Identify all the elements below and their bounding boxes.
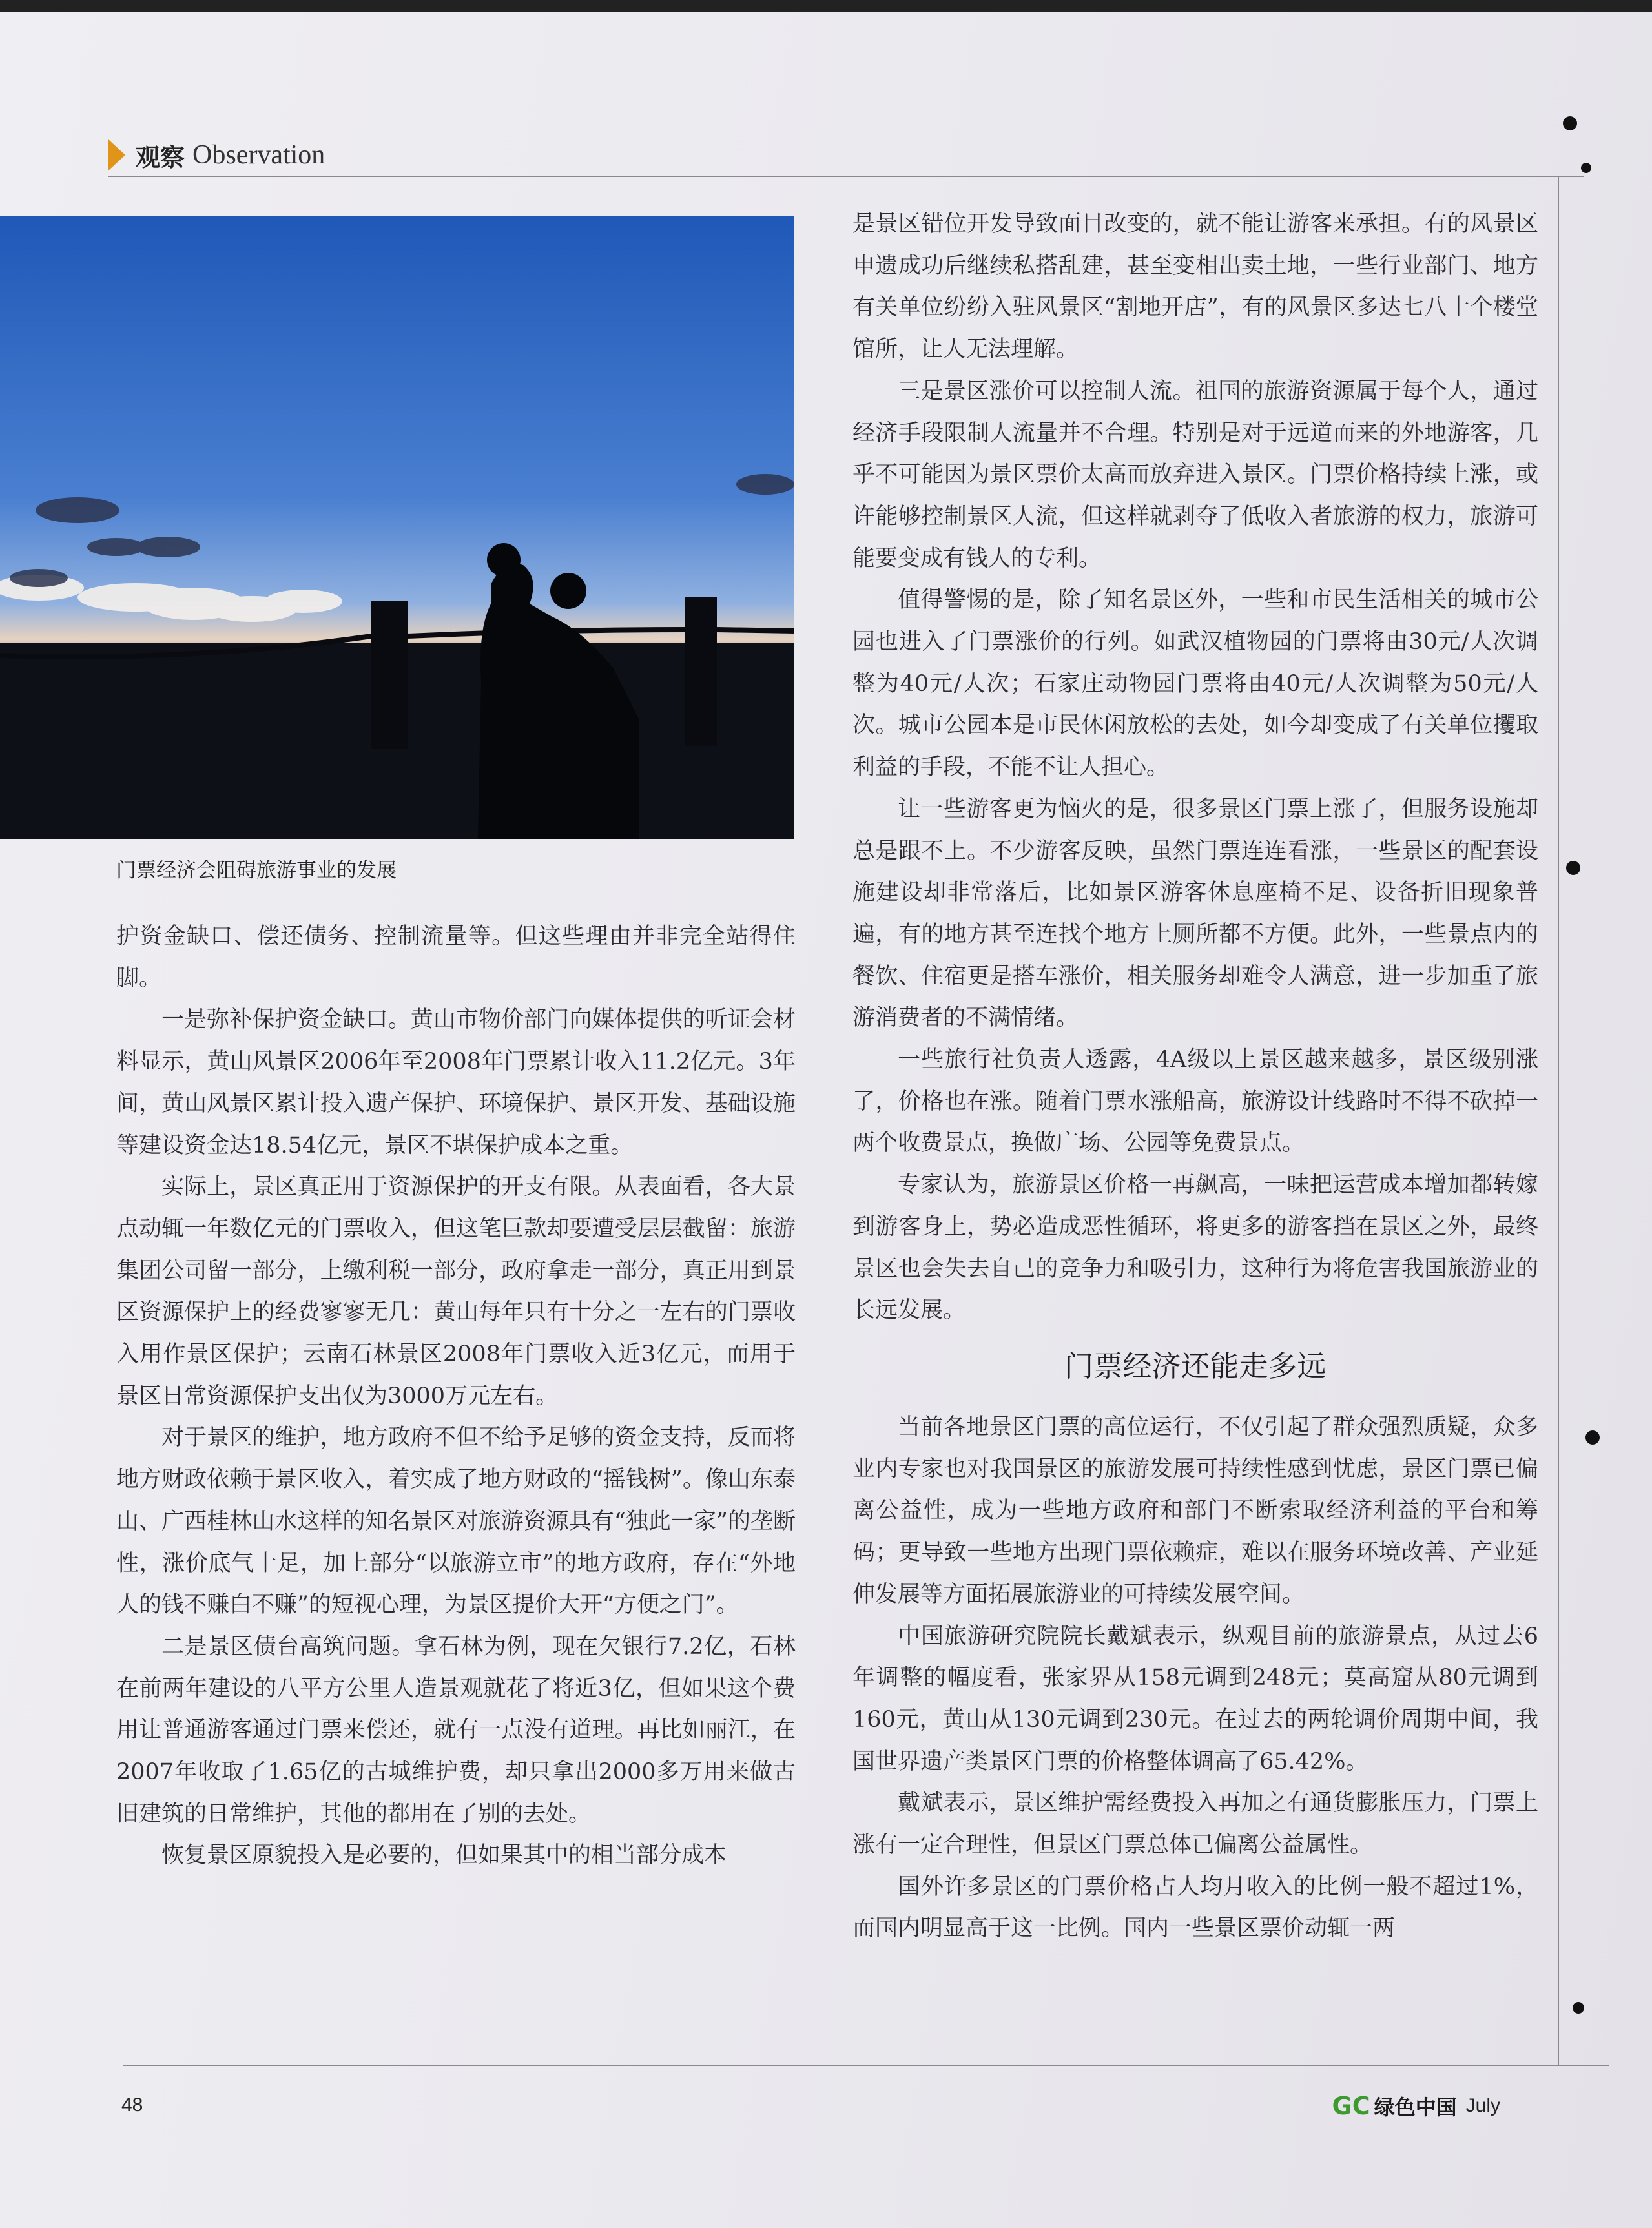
article-paragraph: 戴斌表示，景区维护需经费投入再加之有通货膨胀压力，门票上涨有一定合理性，但景区门票总体已偏离公益属性。 bbox=[852, 1790, 1538, 1859]
photo-caption: 门票经济会阻碍旅游事业的发展 bbox=[116, 859, 397, 882]
article-paragraph: 值得警惕的是，除了知名景区外，一些和市民生活相关的城市公园也进入了门票涨价的行列。如武汉植物园的门票将由30元/人次调整为40元/人次；石家庄动物园门票将由40元/人次调整为50元/人次。城市公园本是市民休闲放松的去处，如今却变成了有关单位攫取利益的手段，不能不让人担心。 bbox=[852, 587, 1538, 781]
article-photo bbox=[0, 216, 794, 839]
article-paragraph: 专家认为，旅游景区价格一再飙高，一味把运营成本增加都转嫁到游客身上，势必造成恶性循环，将更多的游客挡在景区之外，最终景区也会失去自己的竞争力和吸引力，这种行为将危害我国旅游业的长远发展。 bbox=[852, 1172, 1538, 1324]
binding-hole bbox=[1566, 861, 1580, 875]
article-column-right bbox=[852, 203, 1538, 1950]
right-margin-rule bbox=[1558, 176, 1559, 2065]
binding-hole bbox=[1585, 1430, 1600, 1445]
section-title-cn: 观察 bbox=[136, 143, 185, 172]
footer-rule bbox=[123, 2065, 1609, 2066]
section-title-en: Observation bbox=[192, 140, 325, 170]
article-paragraph: 对于景区的维护，地方政府不但不给予足够的资金支持，反而将地方财政依赖于景区收入，着实成了地方财政的“摇钱树”。像山东泰山、广西桂林山水这样的知名景区对旅游资源具有“独此一家”的垄断性，涨价底气十足，加上部分“以旅游立市”的地方政府，存在“外地人的钱不赚白不赚”的短视心理，为景区提价大开“方便之门”。 bbox=[116, 1425, 796, 1618]
article-paragraph: 一些旅行社负责人透露，4A级以上景区越来越多，景区级别涨了，价格也在涨。随着门票水涨船高，旅游设计线路时不得不砍掉一两个收费景点，换做广场、公园等免费景点。 bbox=[852, 1047, 1538, 1157]
right-column-bottom-paragraphs bbox=[852, 1407, 1538, 1950]
binding-hole bbox=[1581, 163, 1591, 173]
section-header bbox=[108, 136, 325, 174]
binding-hole bbox=[1573, 2002, 1584, 2014]
binding-hole bbox=[1563, 116, 1577, 130]
article-paragraph: 国外许多景区的门票价格占人均月收入的比例一般不超过1%，而国内明显高于这一比例。国内一些景区票价动辄一两 bbox=[852, 1873, 1538, 1942]
article-paragraph: 让一些游客更为恼火的是，很多景区门票上涨了，但服务设施却总是跟不上。不少游客反映，虽然门票连连看涨，一些景区的配套设施建设却非常落后，比如景区游客休息座椅不足、设备折旧现象普遍，有的地方甚至连找个地方上厕所都不方便。此外，一些景点内的餐饮、住宿更是搭车涨价，相关服务却难令人满意，进一步加重了旅游消费者的不满情绪。 bbox=[852, 796, 1538, 1031]
issue-month: July bbox=[1465, 2095, 1500, 2116]
magazine-name: 绿色中国 bbox=[1374, 2095, 1457, 2120]
magazine-logo-icon: GC bbox=[1332, 2092, 1370, 2120]
article-paragraph: 护资金缺口、偿还债务、控制流量等。但这些理由并非完全站得住脚。 bbox=[116, 923, 796, 991]
section-marker-icon bbox=[108, 139, 125, 170]
article-paragraph: 是景区错位开发导致面目改变的，就不能让游客来承担。有的风景区申遗成功后继续私搭乱建，甚至变相出卖土地，一些行业部门、地方有关单位纷纷入驻风景区“割地开店”，有的风景区多达七八十个楼堂馆所，让人无法理解。 bbox=[852, 211, 1538, 363]
article-paragraph: 二是景区债台高筑问题。拿石林为例，现在欠银行7.2亿，石林在前两年建设的八平方公里人造景观就花了将近3亿，但如果这个费用让普通游客通过门票来偿还，就有一点没有道理。再比如丽江，在2007年收取了1.65亿的古城维护费，却只拿出2000多万用来做古旧建筑的日常维护，其他的都用在了别的去处。 bbox=[116, 1633, 796, 1827]
article-paragraph: 一是弥补保护资金缺口。黄山市物价部门向媒体提供的听证会材料显示，黄山风景区2006年至2008年门票累计收入11.2亿元。3年间，黄山风景区累计投入遗产保护、环境保护、景区开发、基础设施等建设资金达18.54亿元，景区不堪保护成本之重。 bbox=[116, 1007, 796, 1159]
article-subheading: 门票经济还能走多远 bbox=[1064, 1348, 1327, 1383]
right-column-top-paragraphs bbox=[852, 203, 1538, 1332]
article-paragraph: 当前各地景区门票的高位运行，不仅引起了群众强烈质疑，众多业内专家也对我国景区的旅游发展可持续性感到忧虑，景区门票已偏离公益性，成为一些地方政府和部门不断索取经济利益的平台和筹码；更导致一些地方出现门票依赖症，难以在服务环境改善、产业延伸发展等方面拓展旅游业的可持续发展空间。 bbox=[852, 1414, 1538, 1607]
page-number: 48 bbox=[121, 2094, 143, 2116]
article-column-left bbox=[116, 916, 796, 1877]
scan-top-edge bbox=[0, 0, 1652, 12]
header-rule bbox=[108, 176, 1584, 177]
article-paragraph: 三是景区涨价可以控制人流。祖国的旅游资源属于每个人，通过经济手段限制人流量并不合理。特别是对于远道而来的外地游客，几乎不可能因为景区票价太高而放弃进入景区。门票价格持续上涨，或许能够控制景区人流，但这样就剥夺了低收入者旅游的权力，旅游可能要变成有钱人的专利。 bbox=[852, 378, 1538, 572]
article-paragraph: 实际上，景区真正用于资源保护的开支有限。从表面看，各大景点动辄一年数亿元的门票收入，但这笔巨款却要遭受层层截留：旅游集团公司留一部分，上缴利税一部分，政府拿走一部分，真正用到景区资源保护上的经费寥寥无几：黄山每年只有十分之一左右的门票收入用作景区保护；云南石林景区2008年门票收入近3亿元，而用于景区日常资源保护支出仅为3000万元左右。 bbox=[116, 1174, 796, 1409]
article-paragraph: 恢复景区原貌投入是必要的，但如果其中的相当部分成本 bbox=[161, 1842, 727, 1869]
article-paragraph: 中国旅游研究院院长戴斌表示，纵观目前的旅游景点，从过去6年调整的幅度看，张家界从158元调到248元；莫高窟从80元调到160元，黄山从130元调到230元。在过去的两轮调价周期中间，我国世界遗产类景区门票的价格整体调高了65.42%。 bbox=[852, 1623, 1538, 1775]
magazine-brand bbox=[1332, 2091, 1500, 2121]
